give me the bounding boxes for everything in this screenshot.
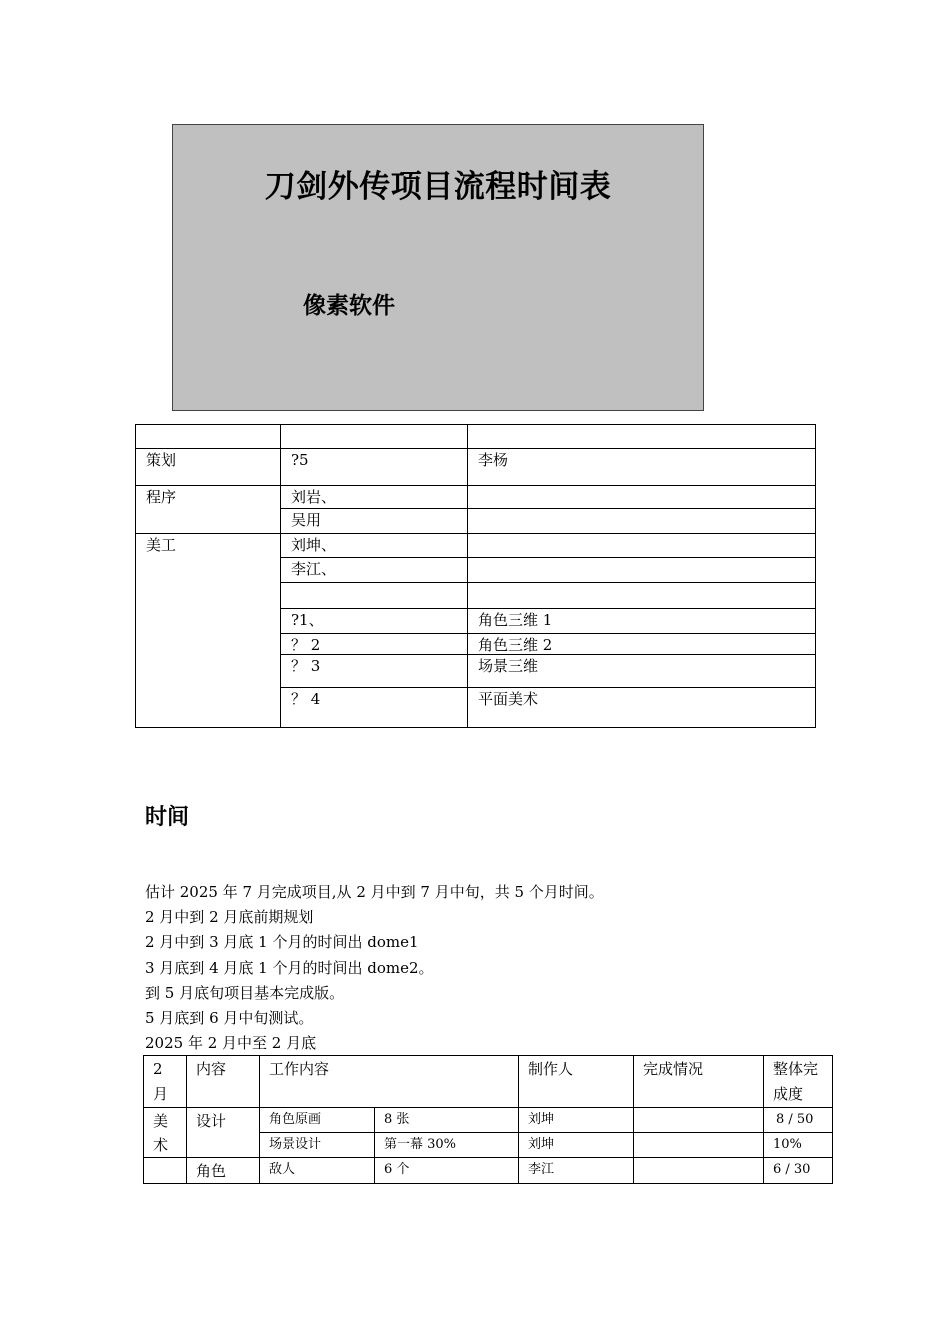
category-cell: 角色 [187, 1158, 260, 1184]
item-cell: 场景设计 [260, 1133, 375, 1158]
member-cell [281, 583, 468, 609]
document-title: 刀剑外传项目流程时间表 [264, 169, 612, 205]
progress-header: 整体完成度 [764, 1056, 833, 1108]
qty-cell: 8 张 [375, 1108, 519, 1133]
maker-cell: 刘坤 [519, 1108, 634, 1133]
progress-cell: 10% [764, 1133, 833, 1158]
item-cell: 敌人 [260, 1158, 375, 1184]
dept-cell [144, 1158, 187, 1184]
table-header-row [144, 1056, 833, 1108]
member-cell: 刘岩、 [281, 486, 468, 509]
paragraph-line: 5 月底到 6 月中旬测试。 [145, 1009, 314, 1028]
progress-cell: 6 / 30 [764, 1158, 833, 1184]
table-cell [136, 425, 281, 449]
member-cell: ？ 2 [281, 634, 468, 655]
table-row [136, 486, 816, 509]
content-header: 内容 [187, 1056, 260, 1108]
team-table [135, 424, 816, 728]
status-cell [634, 1158, 764, 1184]
member-cell: ?1、 [281, 609, 468, 634]
status-header: 完成情况 [634, 1056, 764, 1108]
paragraph-line: 2 月中到 2 月底前期规划 [145, 908, 314, 927]
qty-cell: 第一幕 30% [375, 1133, 519, 1158]
member-cell: ?5 [281, 449, 468, 486]
section-heading: 时间 [145, 805, 190, 830]
dept-cell: 美工 [136, 534, 281, 728]
paragraph-line: 3 月底到 4 月底 1 个月的时间出 dome2。 [145, 958, 434, 977]
table-row [136, 534, 816, 558]
schedule-table [143, 1055, 833, 1184]
paragraph-line: 估计 2025 年 7 月完成项目,从 2 月中到 7 月中旬，共 5 个月时间。 [145, 883, 604, 901]
table-row [144, 1158, 833, 1184]
member-cell: 李江、 [281, 558, 468, 583]
paragraph-line: 到 5 月底旬项目基本完成版。 [145, 983, 345, 1002]
schedule-description [145, 880, 604, 1056]
cover-box [172, 124, 704, 411]
table-cell [281, 425, 468, 449]
member-cell: ？ 3 [281, 655, 468, 688]
month-header: 2 月 [144, 1056, 187, 1108]
role-cell [468, 509, 816, 534]
role-cell [468, 558, 816, 583]
table-row [144, 1108, 833, 1133]
status-cell [634, 1108, 764, 1133]
role-cell: 角色三维 2 [468, 634, 816, 655]
table-cell [468, 425, 816, 449]
company-name: 像素软件 [303, 293, 395, 319]
role-cell [468, 583, 816, 609]
table-row [136, 425, 816, 449]
role-cell: 平面美术 [468, 688, 816, 728]
role-cell: 李杨 [468, 449, 816, 486]
maker-cell: 李江 [519, 1158, 634, 1184]
category-cell: 设计 [187, 1108, 260, 1158]
table-row [136, 449, 816, 486]
role-cell: 角色三维 1 [468, 609, 816, 634]
maker-cell: 刘坤 [519, 1133, 634, 1158]
paragraph-line: 2 月中到 3 月底 1 个月的时间出 dome1 [145, 933, 419, 952]
member-cell: 吴用 [281, 509, 468, 534]
item-cell: 角色原画 [260, 1108, 375, 1133]
work-header: 工作内容 [260, 1056, 519, 1108]
member-cell: ？ 4 [281, 688, 468, 728]
role-cell: 场景三维 [468, 655, 816, 688]
maker-header: 制作人 [519, 1056, 634, 1108]
dept-cell: 策划 [136, 449, 281, 486]
member-cell: 刘坤、 [281, 534, 468, 558]
role-cell [468, 534, 816, 558]
role-cell [468, 486, 816, 509]
dept-cell: 美术 [144, 1108, 187, 1158]
status-cell [634, 1133, 764, 1158]
paragraph-line: 2025 年 2 月中至 2 月底 [145, 1034, 317, 1053]
qty-cell: 6 个 [375, 1158, 519, 1184]
dept-cell: 程序 [136, 486, 281, 534]
progress-cell: 8 / 50 [764, 1108, 833, 1133]
